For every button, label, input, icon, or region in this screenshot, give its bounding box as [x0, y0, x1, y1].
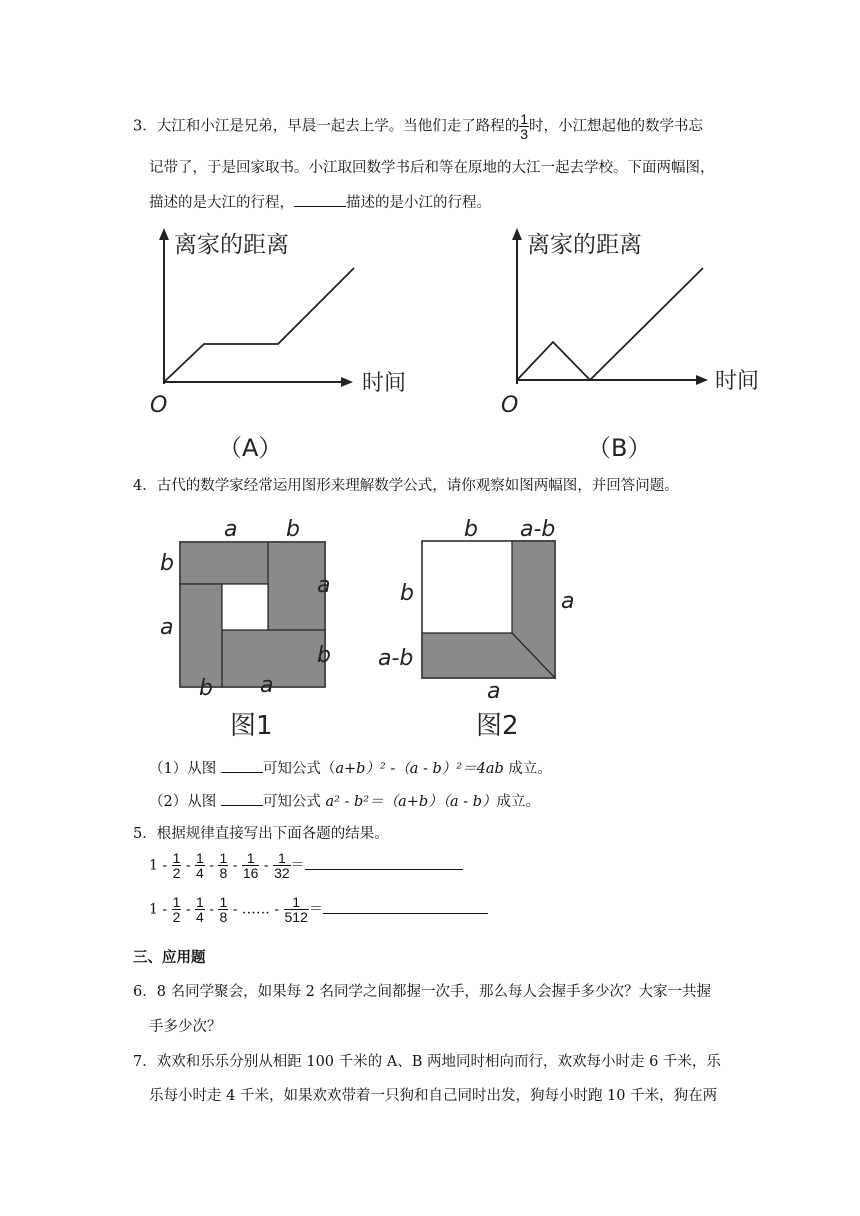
q3-line2: 记带了，于是回家取书。小江取回数学书后和等在原地的大江一起去学校。下面两幅图，	[149, 160, 715, 176]
svg-text:a-b: a-b	[378, 646, 414, 671]
svg-text:a: a	[561, 589, 575, 614]
fig2-caption: 图2	[476, 711, 519, 741]
graph-b-ylabel: 离家的距离	[527, 232, 642, 258]
answer-blank[interactable]	[323, 913, 488, 914]
graph-b-origin: O	[501, 393, 519, 418]
q5-expr1: 1 - $\frac{1}{2}$ - $\frac{1}{4}$ - $\frac{1}{8}$ - $\frac{1}{16}$ - $\frac{1}{32}$ ＝	[149, 851, 463, 880]
answer-blank[interactable]	[305, 869, 463, 870]
q7-line1: 7．欢欢和乐乐分别从相距 100 千米的 A、B 两地同时相向而行，欢欢每小时走 6 千米，乐	[133, 1054, 721, 1070]
graph-a-path	[164, 268, 354, 382]
svg-text:a: a	[224, 517, 238, 542]
fraction-one-third: $\frac{1}{3}$	[520, 111, 529, 142]
q4-number: 4．	[133, 478, 157, 494]
graph-a	[140, 222, 407, 467]
answer-blank[interactable]	[221, 805, 263, 806]
svg-text:a: a	[160, 615, 174, 640]
q4-line1: 4．古代的数学家经常运用图形来理解数学公式，请你观察如图两幅图，并回答问题。	[133, 478, 679, 494]
graph-a-ylabel: 离家的距离	[174, 232, 289, 258]
svg-text:b: b	[317, 643, 331, 668]
q6-line1: 6．8 名同学聚会，如果每 2 名同学之间都握一次手，那么每人会握手多少次？大家一共握	[133, 984, 712, 1000]
graph-a-origin: O	[150, 393, 168, 418]
svg-text:b: b	[286, 517, 300, 542]
graph-b-xlabel: 时间	[715, 369, 760, 394]
graph-b	[495, 222, 775, 467]
graph-a-caption: （A）	[218, 434, 283, 462]
graph-b-path	[517, 268, 703, 380]
q7-line2: 乐每小时走 4 千米，如果欢欢带着一只狗和自己同时出发，狗每小时跑 10 千米，狗在两	[149, 1088, 718, 1104]
q6-number: 6．	[133, 984, 157, 1000]
svg-text:b: b	[400, 581, 414, 606]
q3-line1: 3．大江和小江是兄弟，早晨一起去上学。当他们走了路程的 $\frac{1}{3}$ 时，小江想起他的数学书忘	[133, 111, 704, 142]
figure-2	[372, 510, 592, 745]
fig1-bottom-rect	[222, 630, 325, 687]
q5-expr2: 1 - $\frac{1}{2}$ - $\frac{1}{4}$ - $\frac{1}{8}$ - …… - $\frac{1}{512}$ ＝	[149, 895, 488, 924]
q3-line3: 描述的是大江的行程， 描述的是小江的行程。	[149, 195, 491, 211]
q4-sub2: （2）从图 可知公式 a² - b²＝（a+b）（a - b）成立。	[149, 794, 540, 810]
svg-text:b: b	[199, 676, 213, 701]
svg-text:a: a	[260, 673, 274, 698]
answer-blank[interactable]	[294, 206, 346, 207]
svg-text:a: a	[317, 573, 331, 598]
graph-a-xlabel: 时间	[362, 371, 407, 396]
svg-text:b: b	[464, 517, 478, 542]
graph-b-caption: （B）	[587, 434, 652, 462]
q4-sub1: （1）从图 可知公式（a+b）² -（a - b）²＝4ab 成立。	[149, 761, 552, 777]
q5-line1: 5．根据规律直接写出下面各题的结果。	[133, 826, 389, 842]
figure-1	[150, 510, 350, 745]
q7-number: 7．	[133, 1054, 157, 1070]
q6-line2: 手多少次？	[149, 1019, 222, 1035]
svg-text:b: b	[160, 551, 174, 576]
section-heading: 三、应用题	[133, 950, 206, 966]
q3-number: 3．	[133, 118, 157, 135]
svg-text:a-b: a-b	[520, 517, 556, 542]
q5-number: 5．	[133, 826, 157, 842]
svg-text:a: a	[487, 679, 501, 704]
fig1-left-rect	[180, 584, 222, 687]
fig1-center-square	[222, 584, 268, 630]
answer-blank[interactable]	[221, 772, 263, 773]
fig1-caption: 图1	[230, 711, 273, 741]
